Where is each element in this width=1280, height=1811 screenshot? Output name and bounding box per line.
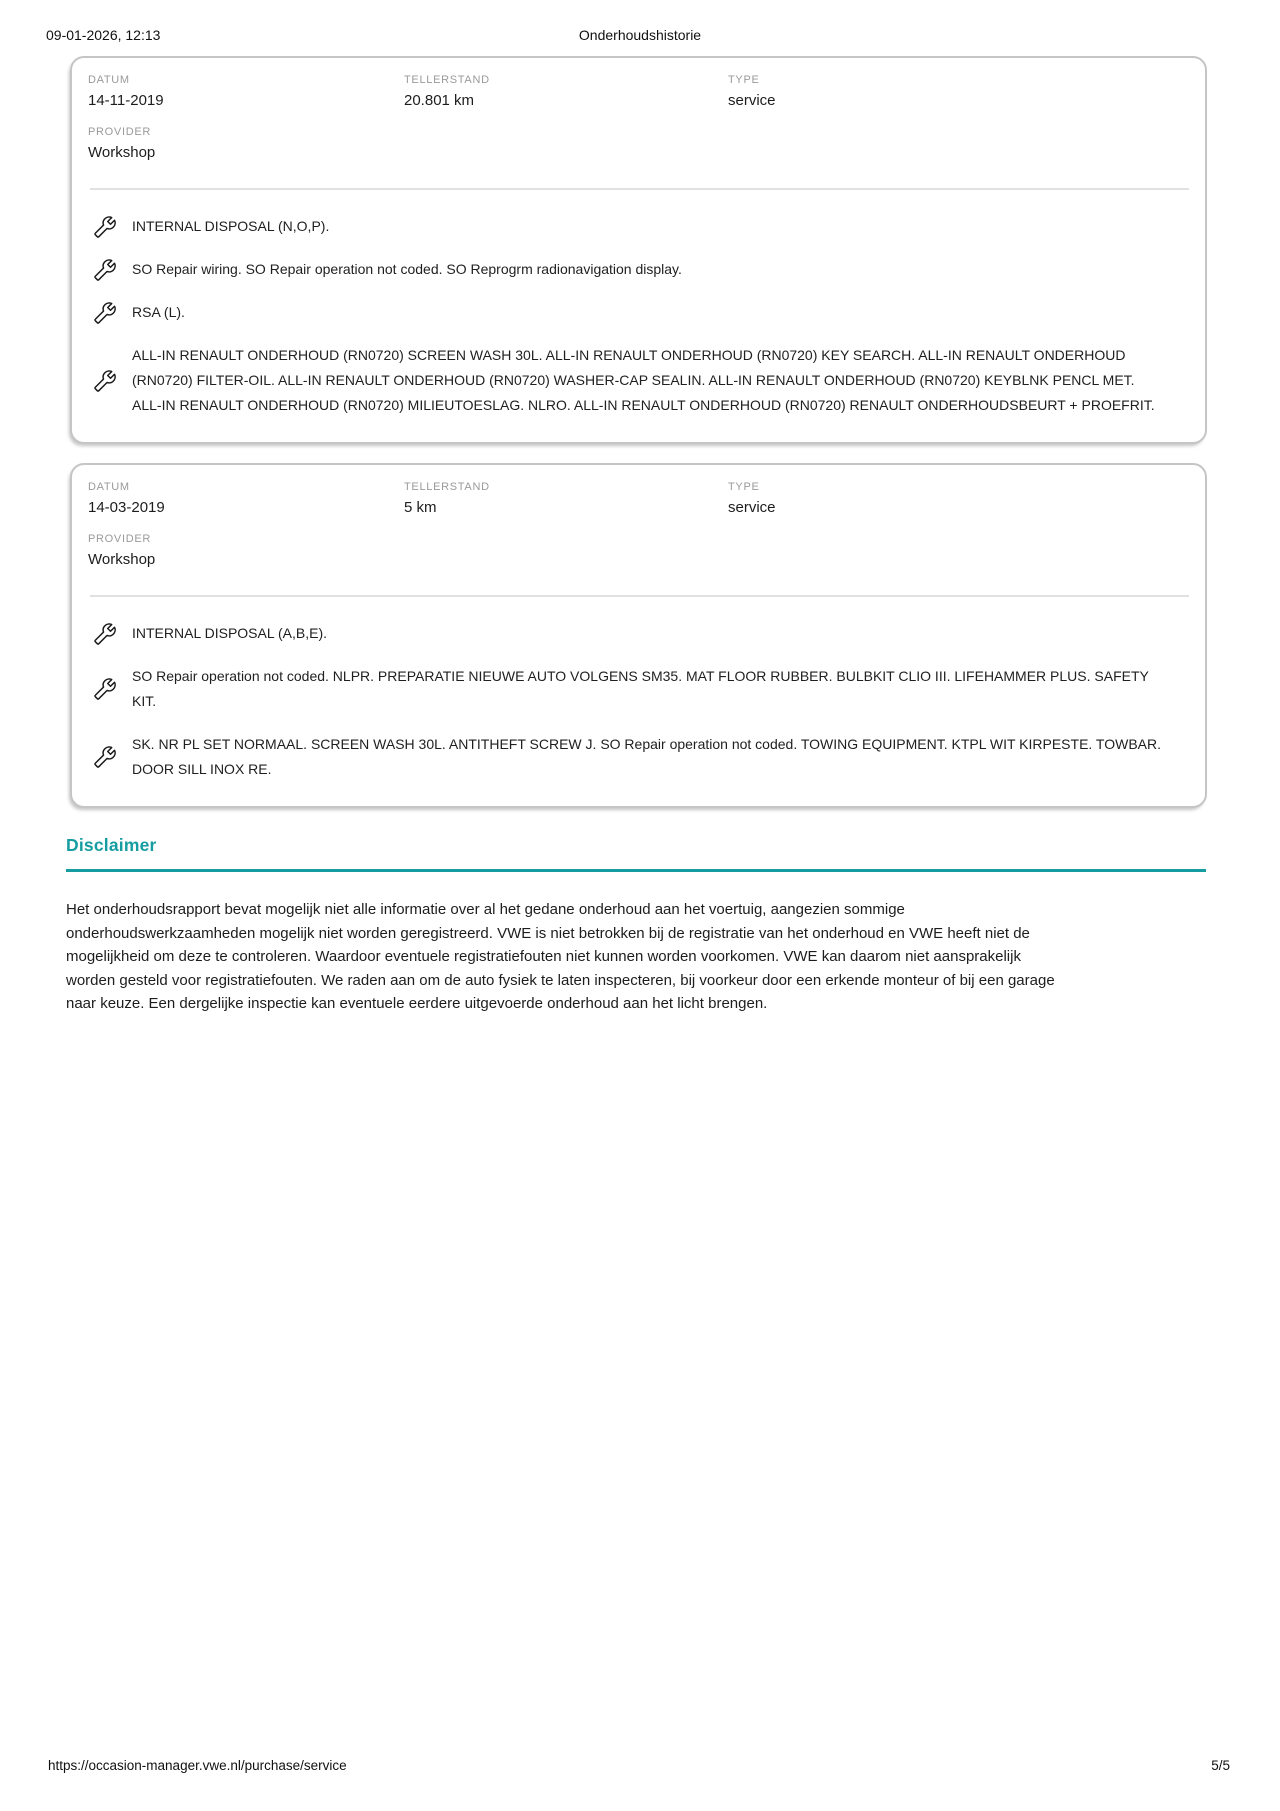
disclaimer-section [66, 835, 1208, 1016]
wrench-icon [94, 302, 116, 324]
service-history [0, 56, 1280, 1016]
wrench-icon [94, 259, 116, 281]
field-label-tellerstand: TELLERSTAND [404, 74, 490, 86]
field-provider [88, 126, 1189, 161]
field-label-datum: DATUM [88, 481, 130, 493]
service-record-card [70, 463, 1207, 808]
service-item [94, 664, 1189, 714]
wrench-icon [94, 216, 116, 238]
wrench-icon [94, 746, 116, 768]
service-item [94, 343, 1189, 418]
field-datum [88, 481, 404, 516]
service-record-card [70, 56, 1207, 444]
item-text: INTERNAL DISPOSAL (A,B,E). [132, 625, 328, 641]
service-item [94, 300, 1189, 325]
disclaimer-rule [66, 869, 1206, 872]
item-text: SK. NR PL SET NORMAAL. SCREEN WASH 30L. ANTITHEFT SCREW J. SO Repair operation not coded. TOWING EQUIPMENT. KTPL WIT KIRPESTE. TOWBAR. DOOR SILL INOX RE. [132, 736, 1162, 777]
field-label-provider: PROVIDER [88, 126, 152, 138]
field-tellerstand [404, 481, 728, 516]
field-value-provider: Workshop [88, 551, 156, 568]
field-value-provider: Workshop [88, 144, 156, 161]
service-item-list [88, 621, 1189, 782]
item-text: SO Repair wiring. SO Repair operation not coded. SO Reprogrm radionavigation display. [132, 261, 682, 277]
field-value-type: service [728, 499, 776, 516]
wrench-icon [94, 678, 116, 700]
item-text: ALL-IN RENAULT ONDERHOUD (RN0720) SCREEN WASH 30L. ALL-IN RENAULT ONDERHOUD (RN0720) KEY SEARCH. ALL-IN RENAULT ONDERHOUD (RN0720) FILTER-OIL. ALL-IN RENAULT ONDERHOUD (RN0720) WASHER-CAP SEALIN. ALL-IN RENAULT ONDERHOUD (RN0720) KEYBLNK PENCL MET. ALL-IN RENAULT ONDERHOUD (RN0720) MILIEUTOESLAG. NLRO. ALL-IN RENAULT ONDERHOUD (RN0720) RENAULT ONDERHOUDSBEURT + PROEFRIT. [132, 347, 1155, 413]
service-item [94, 621, 1189, 646]
field-label-type: TYPE [728, 481, 760, 493]
item-text: SO Repair operation not coded. NLPR. PREPARATIE NIEUWE AUTO VOLGENS SM35. MAT FLOOR RUBBER. BULBKIT CLIO III. LIFEHAMMER PLUS. SAFETY KIT. [132, 668, 1149, 709]
field-type [728, 74, 1189, 109]
field-label-type: TYPE [728, 74, 760, 86]
field-label-tellerstand: TELLERSTAND [404, 481, 490, 493]
field-provider [88, 533, 1189, 568]
field-tellerstand [404, 74, 728, 109]
page-footer [48, 1758, 1230, 1773]
card-divider [90, 595, 1189, 597]
field-value-tellerstand: 5 km [404, 499, 437, 516]
item-text: INTERNAL DISPOSAL (N,O,P). [132, 218, 330, 234]
field-type [728, 481, 1189, 516]
wrench-icon [94, 623, 116, 645]
field-value-type: service [728, 92, 776, 109]
item-text: RSA (L). [132, 304, 185, 320]
service-item-list [88, 214, 1189, 418]
field-label-provider: PROVIDER [88, 533, 152, 545]
disclaimer-text: Het onderhoudsrapport bevat mogelijk niet alle informatie over al het gedane onderhoud aan het voertuig, aangezien sommige onderhoudswerkzaamheden mogelijk niet worden geregistreerd. VWE is niet betrokken bij de registratie van het onderhoud en VWE heeft niet de mogelijkheid om deze te controleren. Waardoor eventuele registratiefouten niet kunnen worden voorkomen. VWE kan daarom niet aansprakelijk worden gesteld voor registratiefouten. We raden aan om de auto fysiek te laten inspecteren, bij voorkeur door een erkende monteur of bij een garage naar keuze. Een dergelijke inspectie kan eventuele eerdere uitgevoerde onderhoud aan het licht brengen. [66, 901, 1055, 1012]
service-item [94, 732, 1189, 782]
service-item [94, 214, 1189, 239]
record-head-row [88, 74, 1189, 109]
page-title: Onderhoudshistorie [578, 27, 702, 43]
field-datum [88, 74, 404, 109]
footer-url: https://occasion-manager.vwe.nl/purchase/service [48, 1758, 347, 1773]
page-header [0, 0, 1280, 56]
card-divider [90, 188, 1189, 190]
field-value-datum: 14-11-2019 [88, 92, 164, 109]
wrench-icon [94, 370, 116, 392]
field-label-datum: DATUM [88, 74, 130, 86]
record-head-row [88, 481, 1189, 516]
disclaimer-title: Disclaimer [66, 835, 157, 855]
print-datetime: 09-01-2026, 12:13 [46, 27, 161, 43]
field-value-datum: 14-03-2019 [88, 499, 165, 516]
field-value-tellerstand: 20.801 km [404, 92, 475, 109]
page-number: 5/5 [1211, 1758, 1230, 1773]
service-item [94, 257, 1189, 282]
